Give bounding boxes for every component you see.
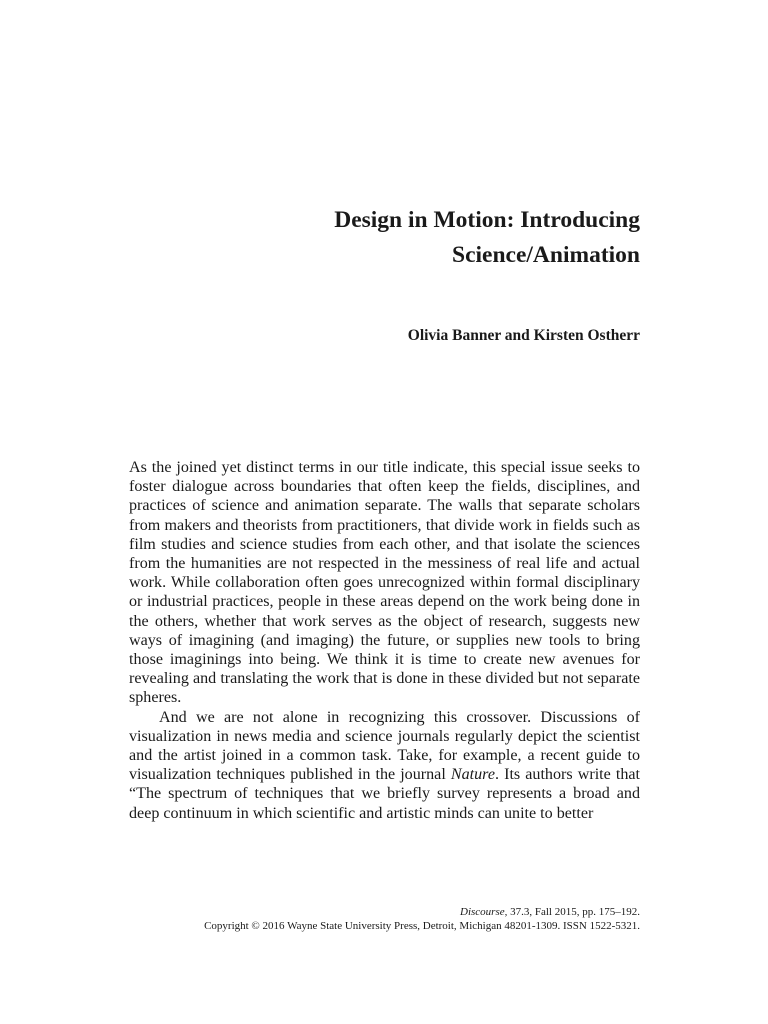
- page-footer: [204, 905, 640, 933]
- body-paragraph-1: As the joined yet distinct terms in our title indicate, this special issue seeks to foster dialogue across boundaries that often keep the fields, disciplines, and practices of science and animation separate. The walls that separate scholars from makers and theorists from practitioners, that divide work in fields such as film studies and science studies from each other, and that isolate the sciences from the humanities are not respected in the messiness of real life and actual work. While collaboration often goes unrecognized within formal disciplinary or industrial practices, people in these areas depend on the work being done in the others, whether that work serves as the object of research, suggests new ways of imagining (and imaging) the future, or supplies new tools to bring those imaginings into being. We think it is time to create new avenues for revealing and translating the work that is done in these divided but not separate spheres.: [129, 459, 640, 707]
- article-title-line-1: Design in Motion: Introducing: [334, 207, 640, 233]
- article-authors: Olivia Banner and Kirsten Ostherr: [407, 327, 640, 344]
- citation-details: 37.3, Fall 2015, pp. 175–192.: [507, 906, 640, 918]
- article-body: [129, 458, 640, 823]
- copyright-line: Copyright © 2016 Wayne State University Press, Detroit, Michigan 48201-1309. ISSN 1522-5321.: [204, 920, 640, 932]
- paragraph-2-text-start: And we are not alone in recognizing this crossover. Discussions of visualization in news media and science journals regularly depict the scientist and the artist joined in a common task. Take, for example, a recent guide to visualization techniques published in the journal: [129, 708, 640, 784]
- body-paragraph-2: [129, 708, 640, 823]
- paragraph-2-text-end: . Its authors write that “The spectrum of techniques that we briefly survey represents a broad and deep continuum in which scientific and artistic minds can unite to better: [129, 766, 640, 822]
- article-title-line-2: Science/Animation: [452, 242, 640, 268]
- journal-name: Discourse,: [460, 906, 508, 918]
- journal-title-nature: Nature: [450, 766, 495, 784]
- article-title: [334, 203, 640, 273]
- citation-line: [204, 905, 640, 919]
